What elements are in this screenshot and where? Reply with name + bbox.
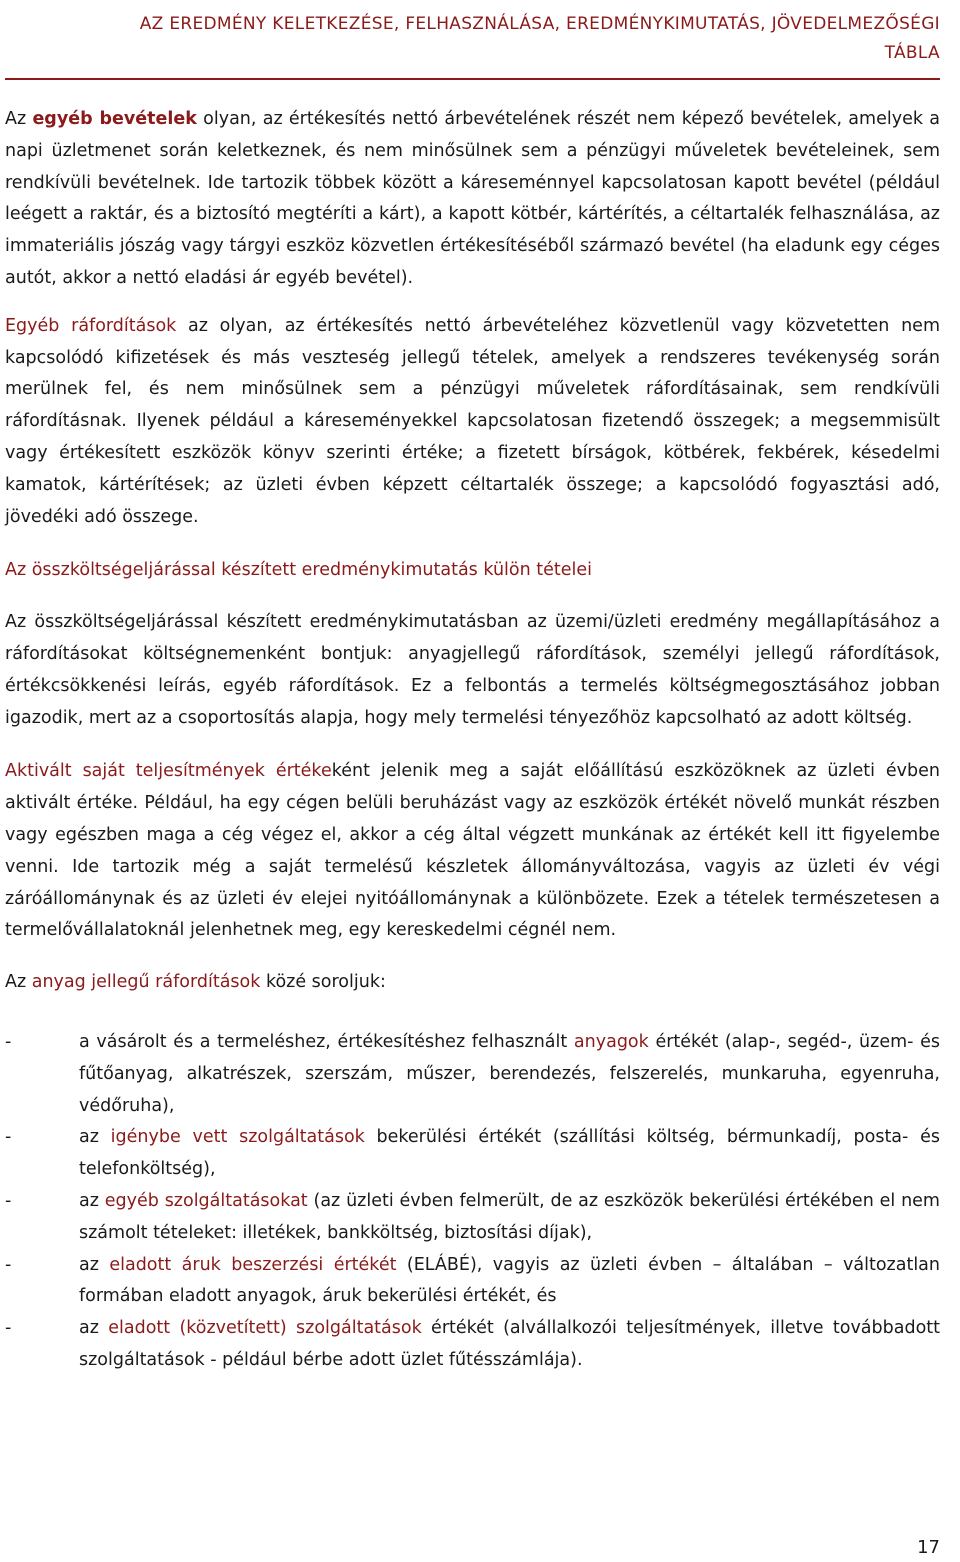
dash-bullet: - xyxy=(5,1318,12,1339)
text: az xyxy=(79,1318,109,1339)
term-egyeb-raforditasok: Egyéb ráfordítások xyxy=(5,315,177,336)
dash-bullet: - xyxy=(5,1127,12,1148)
text: olyan, az értékesítés nettó árbevételének részét nem képező bevételek, amelyek a napi üzletmenet során keletkeznek, és nem minősülnek sem a pénzügyi műveletek bevételeinek, sem rendkívüli bevételnek. Ide tartozik többek között a káreseménnyel kapcsolatosan kapott bevétel (például leégett a raktár, és a biztosító megtéríti a kárt), a kapott kötbér, kártérítés, a céltartalék felhasználása, az immateriális jószág vagy tárgyi eszköz közvetlen értékesítéséből származó bevétel (ha eladunk egy céges autót, akkor a nettó eladási ár egyéb bevétel). xyxy=(5,109,940,288)
text: Az xyxy=(5,972,32,993)
paragraph-osszkoltseg xyxy=(5,607,940,734)
text: közé soroljuk: xyxy=(260,972,386,993)
term-aktivalt: Aktivált saját teljesítmények értéke xyxy=(5,761,332,782)
list-item xyxy=(5,1250,940,1314)
bullet-list xyxy=(5,1027,940,1377)
paragraph-anyag-jellegu xyxy=(5,967,940,999)
text: (az üzleti évben felmerült, de az eszközök bekerülési értékében el nem számolt tételeket: illetékek, bankköltség, biztosítási díjak), xyxy=(79,1190,940,1243)
text: Az xyxy=(5,109,33,129)
dash-bullet: - xyxy=(5,1031,12,1052)
list-item xyxy=(5,1122,940,1186)
text: az xyxy=(79,1190,105,1211)
dash-bullet: - xyxy=(5,1254,12,1275)
text: (ELÁBÉ), vagyis az üzleti évben – általában – változatlan formában eladott anyagok, áruk bekerülési értékét, és xyxy=(79,1254,940,1307)
term-egyeb-bevetelek: egyéb bevételek xyxy=(32,109,197,129)
header-rule xyxy=(5,78,940,80)
list-term: egyéb szolgáltatásokat xyxy=(104,1190,308,1211)
text: ként jelenik meg a saját előállítású eszközöknek az üzleti évben aktivált értéke. Például, ha egy cégen belüli beruházást vagy az eszközök értékét növelő munkát részben vagy egészben maga a cég végez el, akkor a cég által végzett munkának az értékét kell itt figyelembe venni. Ide tartozik még a saját termelésű készletek állományváltozása, vagyis az üzleti év végi záróállománynak és az üzleti év elejei nyitóállománynak a különbözete. Ezek a tételek természetesen a termelővállalatoknál jelenhetnek meg, egy kereskedelmi cégnél nem. xyxy=(5,761,940,941)
text: Az összköltségeljárással készített eredménykimutatásban az üzemi/üzleti eredmény megállapításához a ráfordításokat költségnemenként bontjuk: anyagjellegű ráfordítások, személyi jellegű ráfordítások, értékcsökkenési leírás, egyéb ráfordítások. Ez a felbontás a termelés költségmegosztásához jobban igazodik, mert az a csoportosítás alapja, hogy mely termelési tényezőhöz kapcsolható az adott költség. xyxy=(5,612,940,728)
list-term: eladott (közvetített) szolgáltatások xyxy=(108,1318,422,1339)
page-body xyxy=(5,104,940,1377)
text: az xyxy=(79,1254,110,1275)
text: értékét (alvállalkozói teljesítmények, illetve továbbadott szolgáltatások - például bérbe adott üzlet fűtésszámlája). xyxy=(79,1318,941,1370)
header-title-line-1: AZ EREDMÉNY KELETKEZÉSE, FELHASZNÁLÁSA, EREDMÉNYKIMUTATÁS, JÖVEDELMEZŐSÉGI xyxy=(139,14,940,34)
list-term: eladott áruk beszerzési értékét xyxy=(109,1254,397,1275)
list-term: igénybe vett szolgáltatások xyxy=(110,1127,365,1148)
section-heading: Az összköltségeljárással készített eredménykimutatás külön tételei xyxy=(5,560,593,581)
text: a vásárolt és a termeléshez, értékesítéshez felhasznált xyxy=(79,1031,574,1052)
header-title-line-2: TÁBLA xyxy=(884,43,940,63)
text: az xyxy=(79,1127,111,1148)
page-header xyxy=(0,10,940,68)
list-term: anyagok xyxy=(573,1031,649,1052)
paragraph-egyeb-raforditasok xyxy=(5,311,940,534)
dash-bullet: - xyxy=(5,1190,12,1211)
list-item xyxy=(5,1027,940,1122)
paragraph-egyeb-bevetelek xyxy=(5,104,940,295)
text: az olyan, az értékesítés nettó árbevételéhez közvetlenül vagy közvetetten nem kapcsolódó kifizetések és más veszteség jellegű tételek, amelyek a rendszeres tevékenység során merülnek fel, és nem minősülnek sem a pénzügyi műveletek ráfordításainak, sem rendkívüli ráfordításnak. Ilyenek például a káreseményekkel kapcsolatosan fizetendő összegek; a megsemmisült vagy értékesített eszközök könyv szerinti értéke; a fizetett bírságok, kötbérek, fekbérek, késedelmi kamatok, kártérítések; az üzleti évben képzett céltartalék összege; a kapcsolódó fogyasztási adó, jövedéki adó összege. xyxy=(5,315,940,527)
list-item xyxy=(5,1186,940,1250)
paragraph-aktivalt xyxy=(5,756,940,947)
term-anyag-jellegu: anyag jellegű ráfordítások xyxy=(31,972,261,993)
list-item xyxy=(5,1313,940,1377)
page-number: 17 xyxy=(917,1537,940,1558)
text: értékét (alap-, segéd-, üzem- és fűtőanyag, alkatrészek, szerszám, műszer, berendezés, felszerelés, munkaruha, egyenruha, védőruha), xyxy=(79,1031,940,1116)
text: bekerülési értékét (szállítási költség, bérmunkadíj, posta- és telefonköltség), xyxy=(79,1127,940,1180)
